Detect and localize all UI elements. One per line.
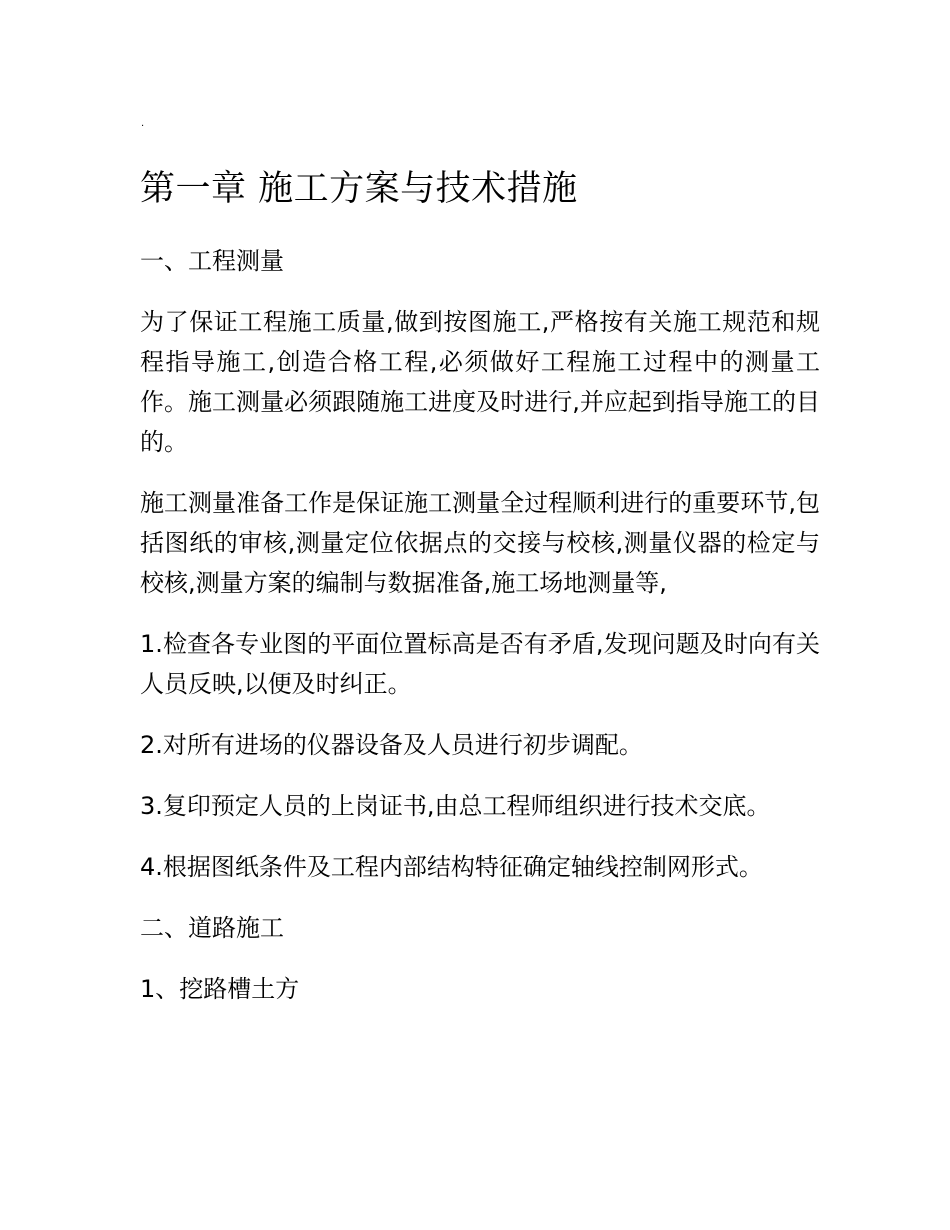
list-item: 2.对所有进场的仪器设备及人员进行初步调配。	[140, 731, 643, 759]
list-item: 3.复印预定人员的上岗证书,由总工程师组织进行技术交底。	[140, 792, 771, 820]
paragraph: 为了保证工程施工质量,做到按图施工,严格按有关施工规范和规程指导施工,创造合格工程,必须做好工程施工过程中的测量工作。施工测量必须跟随施工进度及时进行,并应起到指导施工的目的。	[140, 308, 820, 456]
list-item: 4.根据图纸条件及工程内部结构特征确定轴线控制网形式。	[140, 853, 763, 881]
page-marker: .	[141, 118, 145, 129]
list-item: 1.检查各专业图的平面位置标高是否有矛盾,发现问题及时向有关人员反映,以便及时纠正。	[140, 630, 820, 698]
document-content	[140, 165, 820, 1030]
section-heading-road: 二、道路施工	[140, 914, 284, 942]
paragraph: 施工测量准备工作是保证施工测量全过程顺利进行的重要环节,包括图纸的审核,测量定位依据点的交接与校核,测量仪器的检定与校核,测量方案的编制与数据准备,施工场地测量等,	[140, 489, 820, 597]
chapter-title: 第一章 施工方案与技术措施	[140, 169, 578, 209]
subsection-heading: 1、挖路槽土方	[140, 975, 300, 1003]
section-heading-survey: 一、工程测量	[140, 247, 284, 275]
